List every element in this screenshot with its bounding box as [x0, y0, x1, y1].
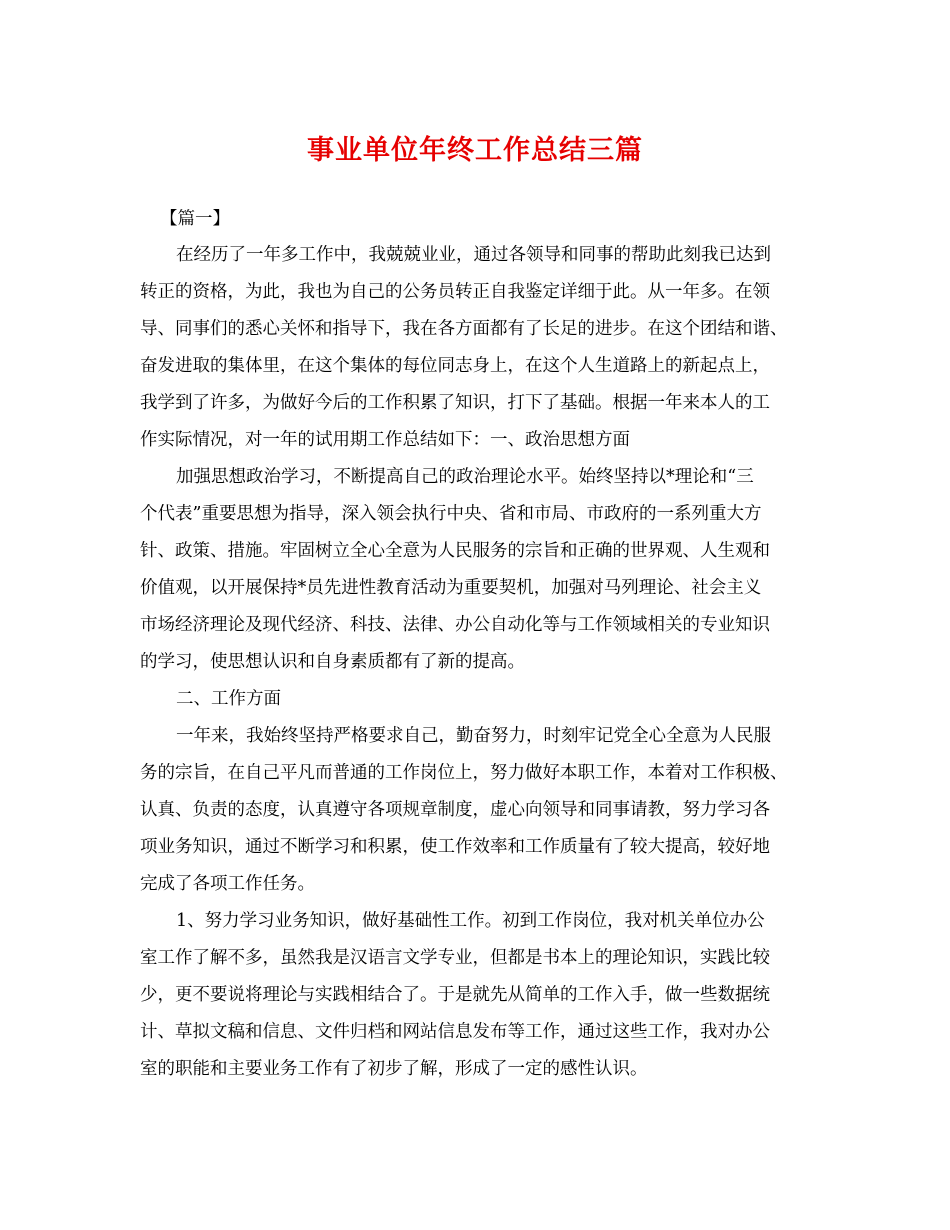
paragraph-line: 务的宗旨，在自己平凡而普通的工作岗位上，努力做好本职工作，本着对工作积极、 — [140, 763, 788, 783]
paragraph-line: 完成了各项工作任务。 — [140, 874, 315, 894]
paragraph-line: 认真、负责的态度，认真遵守各项规章制度，虚心向领导和同事请教，努力学习各 — [140, 800, 770, 820]
paragraph-line: 计、草拟文稿和信息、文件归档和网站信息发布等工作，通过这些工作，我对办公 — [140, 1022, 770, 1042]
paragraph-line: 室的职能和主要业务工作有了初步了解，形成了一定的感性认识。 — [140, 1059, 648, 1079]
section-heading: 二、工作方面 — [176, 689, 281, 709]
paragraph-line: 在经历了一年多工作中，我兢兢业业，通过各领导和同事的帮助此刻我已达到 — [176, 245, 771, 265]
paragraph-line: 加强思想政治学习，不断提高自己的政治理论水平。始终坚持以*理论和“三 — [176, 467, 754, 487]
paragraph-line: 市场经济理论及现代经济、科技、法律、办公自动化等与工作领域相关的专业知识 — [140, 615, 770, 635]
paragraph-line: 1、努力学习业务知识，做好基础性工作。初到工作岗位，我对机关单位办公 — [176, 911, 765, 931]
paragraph-line: 我学到了许多，为做好今后的工作积累了知识，打下了基础。根据一年来本人的工 — [140, 393, 770, 413]
section-heading: 【篇一】 — [160, 209, 230, 229]
paragraph-line: 转正的资格，为此，我也为自己的公务员转正自我鉴定详细于此。从一年多。在领 — [140, 282, 770, 302]
paragraph-line: 作实际情况，对一年的试用期工作总结如下：一、政治思想方面 — [140, 430, 630, 450]
paragraph-line: 的学习，使思想认识和自身素质都有了新的提高。 — [140, 652, 525, 672]
paragraph-line: 奋发进取的集体里，在这个集体的每位同志身上，在这个人生道路上的新起点上， — [140, 356, 770, 376]
paragraph-line: 少，更不要说将理论与实践相结合了。于是就先从简单的工作入手，做一些数据统 — [140, 985, 770, 1005]
paragraph-line: 导、同事们的悉心关怀和指导下，我在各方面都有了长足的进步。在这个团结和谐、 — [140, 319, 788, 339]
paragraph-line: 室工作了解不多，虽然我是汉语言文学专业，但都是书本上的理论知识，实践比较 — [140, 948, 770, 968]
document-title: 事业单位年终工作总结三篇 — [307, 135, 643, 166]
paragraph-line: 一年来，我始终坚持严格要求自己，勤奋努力，时刻牢记党全心全意为人民服 — [176, 726, 771, 746]
paragraph-line: 针、政策、措施。牢固树立全心全意为人民服务的宗旨和正确的世界观、人生观和 — [140, 541, 770, 561]
paragraph-line: 项业务知识，通过不断学习和积累，使工作效率和工作质量有了较大提高，较好地 — [140, 837, 770, 857]
paragraph-line: 价值观，以开展保持*员先进性教育活动为重要契机，加强对马列理论、社会主义 — [140, 578, 762, 598]
paragraph-line: 个代表”重要思想为指导，深入领会执行中央、省和市局、市政府的一系列重大方 — [140, 504, 762, 524]
